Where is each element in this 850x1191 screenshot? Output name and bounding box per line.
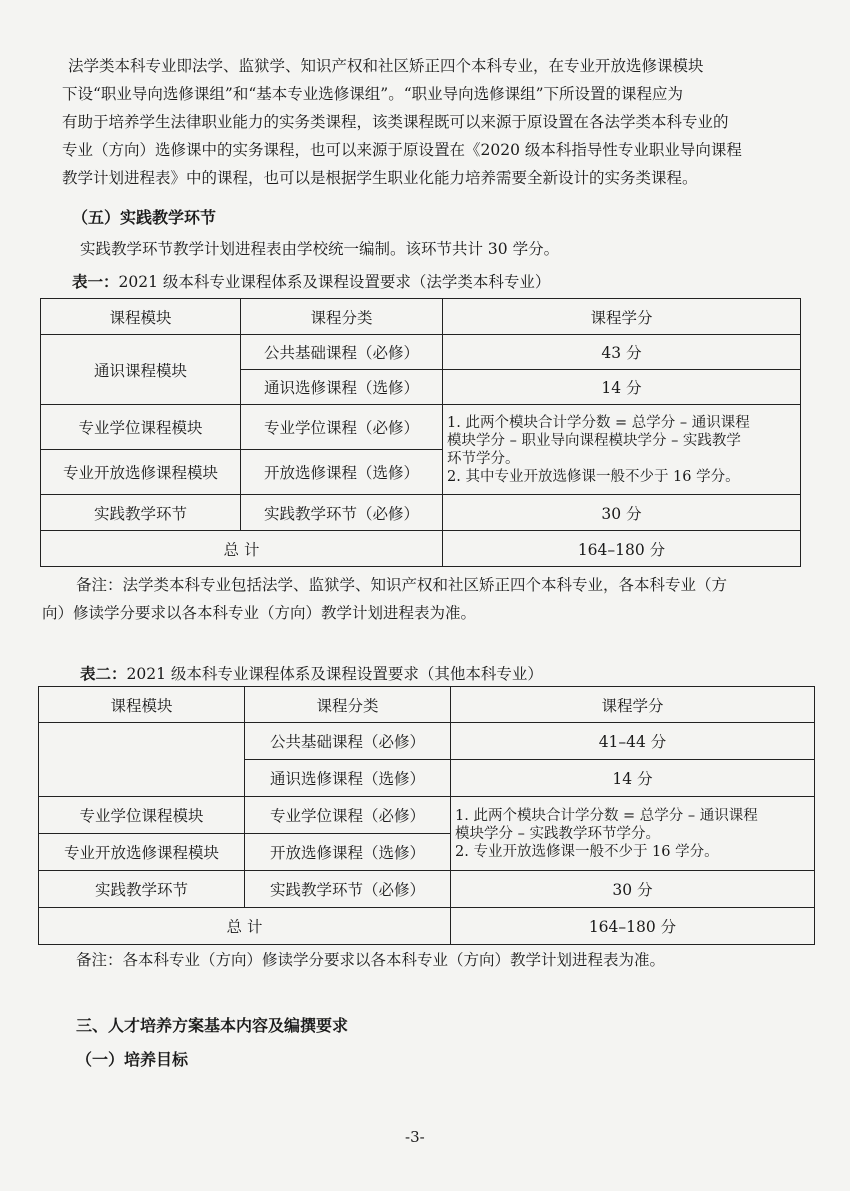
table-row	[41, 335, 801, 370]
table1-caption-label: 表一：	[72, 272, 119, 291]
table1-caption	[72, 270, 550, 292]
table2-note-line-1: 1. 此两个模块合计学分数 = 总学分 – 通识课程	[455, 807, 758, 824]
table1-open-elective-module: 专业开放选修课程模块	[41, 450, 241, 495]
table1-note-line-1: 1. 此两个模块合计学分数 = 总学分 – 通识课程	[447, 414, 750, 431]
table1-note-line-3: 环节学分。	[447, 450, 520, 467]
intro-line-2: 下设“职业导向选修课组”和“基本专业选修课组”。“职业导向选修课组”下所设置的课程应为	[62, 85, 684, 103]
table2-total-label: 总 计	[39, 908, 451, 945]
table1-public-basic: 公共基础课程（必修）	[241, 335, 443, 370]
table1-general-elective: 通识选修课程（选修）	[241, 370, 443, 405]
table1-note	[443, 405, 801, 495]
table1-remark	[42, 571, 806, 627]
table2-header-credits: 课程学分	[451, 687, 815, 723]
intro-line-4: 专业（方向）选修课中的实务课程，也可以来源于原设置在《2020 级本科指导性专业职业导向课程	[62, 141, 742, 159]
table2-general-elective: 通识选修课程（选修）	[245, 760, 451, 797]
table1-major-degree-module: 专业学位课程模块	[41, 405, 241, 450]
table2-caption-text: 2021 级本科专业课程体系及课程设置要求（其他本科专业）	[126, 665, 543, 683]
table1-practice: 实践教学环节（必修）	[241, 495, 443, 531]
table1-header-category: 课程分类	[241, 299, 443, 335]
table1-total-credit: 164–180 分	[443, 531, 801, 567]
table1-note-line-2: 模块学分 – 职业导向课程模块学分 – 实践教学	[447, 432, 741, 449]
table2-open-elective: 开放选修课程（选修）	[245, 834, 451, 871]
table2-public-basic: 公共基础课程（必修）	[245, 723, 451, 760]
intro-line-1: 法学类本科专业即法学、监狱学、知识产权和社区矫正四个本科专业，在专业开放选修课模块	[68, 57, 704, 75]
intro-line-5: 教学计划进程表》中的课程，也可以是根据学生职业化能力培养需要全新设计的实务类课程。	[62, 169, 698, 187]
table-row	[41, 495, 801, 531]
table2-public-basic-credit: 41–44 分	[451, 723, 815, 760]
table2-open-elective-module: 专业开放选修课程模块	[39, 834, 245, 871]
table1-public-basic-credit: 43 分	[443, 335, 801, 370]
section5-title: （五）实践教学环节	[72, 208, 217, 227]
table2-note-line-3: 2. 专业开放选修课一般不少于 16 学分。	[455, 843, 719, 860]
table1	[40, 298, 801, 567]
table2-total-credit: 164–180 分	[451, 908, 815, 945]
table2-header-row	[39, 687, 815, 723]
table1-header-module: 课程模块	[41, 299, 241, 335]
table1-note-line-4: 2. 其中专业开放选修课一般不少于 16 学分。	[447, 468, 740, 485]
table2-practice-credit: 30 分	[451, 871, 815, 908]
table2-note	[451, 797, 815, 871]
table-row	[39, 871, 815, 908]
table2-practice-module: 实践教学环节	[39, 871, 245, 908]
table2-caption-label: 表二：	[80, 664, 127, 683]
table2-header-category: 课程分类	[245, 687, 451, 723]
table1-total-row	[41, 531, 801, 567]
table2-header-module: 课程模块	[39, 687, 245, 723]
table2-major-degree-module: 专业学位课程模块	[39, 797, 245, 834]
table2-note-line-2: 模块学分 – 实践教学环节学分。	[455, 825, 660, 842]
table2	[38, 686, 815, 945]
table1-practice-module: 实践教学环节	[41, 495, 241, 531]
section5-text: 实践教学环节教学计划进程表由学校统一编制。该环节共计 30 学分。	[80, 240, 560, 258]
table1-practice-credit: 30 分	[443, 495, 801, 531]
intro-line-3: 有助于培养学生法律职业能力的实务类课程，该类课程既可以来源于原设置在各法学类本科专业的	[62, 113, 729, 131]
table1-header-row	[41, 299, 801, 335]
table1-general-module: 通识课程模块	[41, 335, 241, 405]
table-row	[41, 405, 801, 450]
table2-major-degree: 专业学位课程（必修）	[245, 797, 451, 834]
table1-caption-text: 2021 级本科专业课程体系及课程设置要求（法学类本科专业）	[118, 273, 551, 291]
table-row	[39, 723, 815, 760]
intro-paragraph	[62, 52, 798, 192]
table1-major-degree: 专业学位课程（必修）	[241, 405, 443, 450]
table2-total-row	[39, 908, 815, 945]
table2-remark: 备注：各本科专业（方向）修读学分要求以各本科专业（方向）教学计划进程表为准。	[76, 951, 666, 969]
table-row	[39, 797, 815, 834]
table1-remark-line-2: 向）修读学分要求以各本科专业（方向）教学计划进程表为准。	[42, 604, 477, 622]
table1-header-credits: 课程学分	[443, 299, 801, 335]
table1-general-elective-credit: 14 分	[443, 370, 801, 405]
table2-empty-module	[39, 723, 245, 797]
section3-1-title: （一）培养目标	[76, 1050, 189, 1069]
table1-open-elective: 开放选修课程（选修）	[241, 450, 443, 495]
table1-remark-line-1: 备注：法学类本科专业包括法学、监狱学、知识产权和社区矫正四个本科专业，各本科专业（方	[76, 576, 728, 594]
table2-general-elective-credit: 14 分	[451, 760, 815, 797]
page-number: -3-	[405, 1128, 425, 1146]
table2-practice: 实践教学环节（必修）	[245, 871, 451, 908]
section3-title: 三、人才培养方案基本内容及编撰要求	[76, 1016, 349, 1035]
table1-total-label: 总 计	[41, 531, 443, 567]
table2-caption	[80, 662, 543, 684]
